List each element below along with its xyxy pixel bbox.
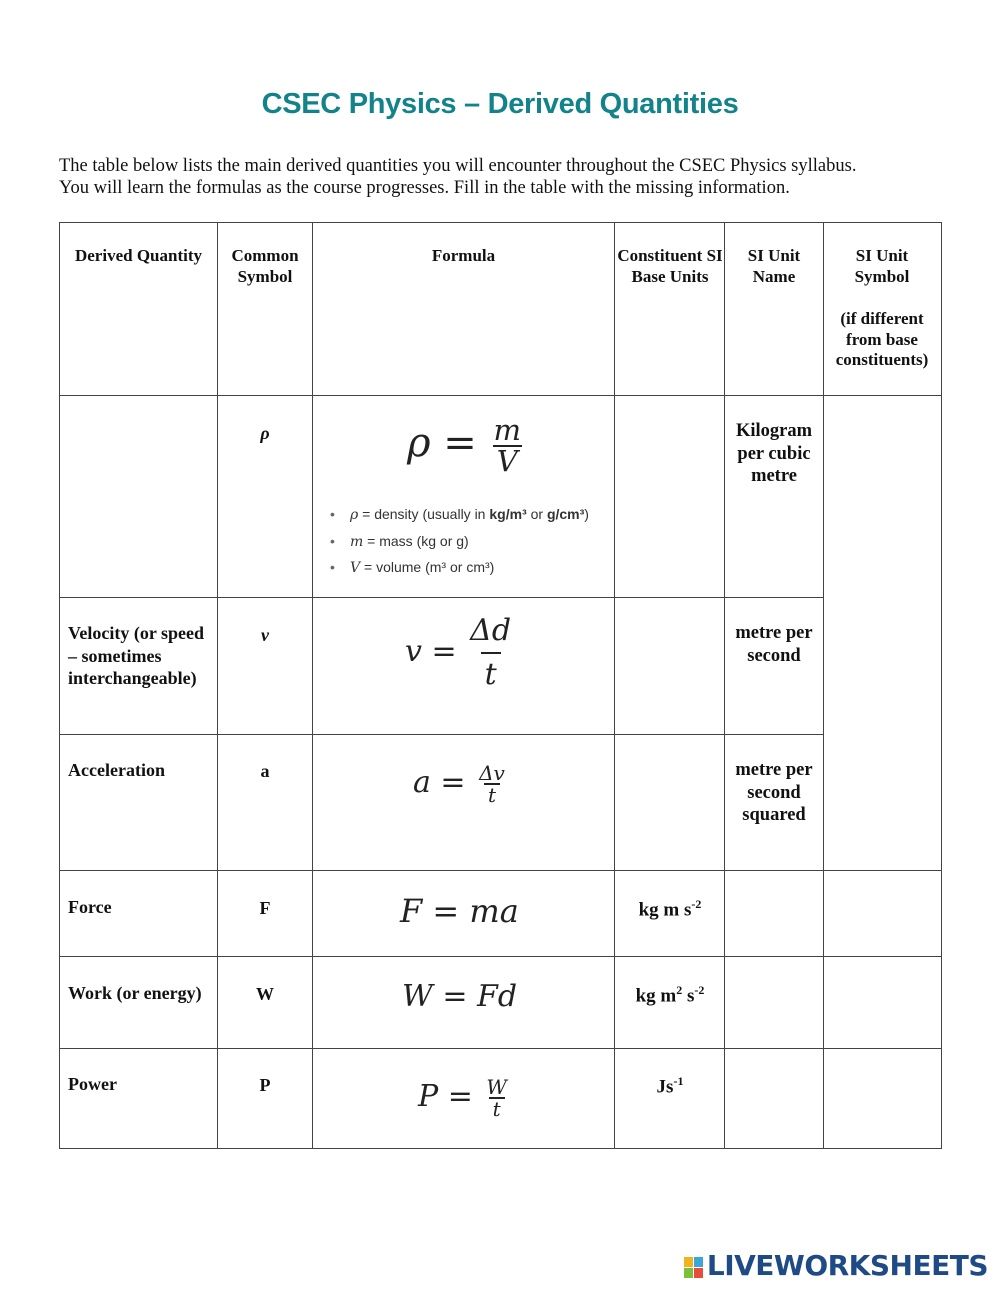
row-5-constituent-units <box>615 983 725 1007</box>
note-var: m <box>350 533 364 550</box>
intro-line-2: You will learn the formulas as the course progresses. Fill in the table with the missing information. <box>59 178 790 198</box>
density-notes-list <box>330 502 589 582</box>
row-5-quantity: Work (or energy) <box>68 983 202 1003</box>
formula-numerator: Δd <box>470 613 512 648</box>
note-text: ) <box>584 506 589 522</box>
formula-numerator: Δv <box>479 761 505 785</box>
table-border-top <box>59 222 942 223</box>
formula-numerator: W <box>486 1075 507 1099</box>
row-5-symbol: W <box>256 984 274 1004</box>
col-divider <box>724 222 725 1149</box>
formula-lhs: ρ = <box>407 420 477 466</box>
logo-text: LIVEWORKSHEETS <box>706 1249 988 1282</box>
row-3-quantity: Acceleration <box>68 760 165 780</box>
note-text: = volume (m³ or cm³) <box>360 559 495 575</box>
header-common-symbol: Common Symbol <box>231 246 299 286</box>
note-var: V <box>350 560 361 576</box>
row-1-unit-name: Kilogram per cubic metre <box>735 421 813 486</box>
note-text: = density (usually in <box>358 506 490 522</box>
row-2-quantity: Velocity (or speed – sometimes interchangeable) <box>68 623 204 688</box>
intro-line-1: The table below lists the main derived quantities you will encounter throughout the CSEC Physics syllabus. <box>59 156 857 176</box>
formula-numerator: m <box>493 413 521 447</box>
formula-denominator: t <box>489 1097 505 1119</box>
row-3-unit-name: metre per second squared <box>735 760 813 825</box>
header-si-unit-symbol <box>826 246 938 371</box>
row-6-quantity: Power <box>68 1074 117 1094</box>
formula-lhs: v = <box>405 634 457 669</box>
formula-lhs: P = <box>418 1079 473 1114</box>
row-4-symbol: F <box>259 898 271 918</box>
row-divider <box>59 597 824 598</box>
note-text: = mass (kg or g) <box>363 532 469 549</box>
formula-denominator: V <box>493 445 522 476</box>
note-mass <box>330 529 589 556</box>
unit-exponent: 2 <box>676 983 683 997</box>
row-1-symbol: ρ <box>260 423 270 443</box>
header-si-unit-symbol-label: SI Unit Symbol <box>854 246 910 286</box>
note-var: ρ <box>350 507 359 523</box>
col-divider <box>823 222 824 1149</box>
liveworksheets-logo <box>684 1249 988 1282</box>
unit-exponent: -1 <box>673 1074 684 1088</box>
col-divider <box>217 222 218 1149</box>
col-divider <box>614 222 615 1149</box>
unit-base: kg m s <box>638 899 692 921</box>
note-text: or <box>526 506 547 522</box>
row-6-symbol: P <box>259 1075 271 1095</box>
row-3-symbol: a <box>260 761 270 781</box>
col-divider <box>312 222 313 1149</box>
row-1-formula <box>407 413 525 478</box>
table-border-bottom <box>59 1148 942 1149</box>
header-si-unit-name: SI Unit Name <box>747 246 801 286</box>
note-unit-1: kg/m³ <box>489 506 527 522</box>
formula-lhs: a = <box>413 765 466 800</box>
row-4-formula: F = ma <box>400 892 519 930</box>
row-divider <box>59 734 824 735</box>
unit-base: Js <box>656 1076 674 1098</box>
unit-exponent: -2 <box>694 983 705 997</box>
row-6-constituent-units <box>615 1074 725 1098</box>
header-formula: Formula <box>431 246 496 265</box>
row-6-formula <box>418 1077 511 1119</box>
row-5-formula: W = Fd <box>402 979 518 1014</box>
page-title: CSEC Physics – Derived Quantities <box>261 88 739 120</box>
liveworksheets-logo-mark <box>684 1257 703 1278</box>
row-4-constituent-units <box>615 897 725 921</box>
row-3-formula <box>413 763 509 805</box>
intro-text <box>59 155 959 199</box>
formula-denominator: t <box>484 783 500 805</box>
formula-denominator: t <box>481 652 501 690</box>
header-si-unit-symbol-note: (if different from base constituents) <box>835 309 929 369</box>
note-density <box>330 502 589 529</box>
unit-base: s <box>682 985 695 1007</box>
row-divider <box>59 1048 942 1049</box>
table-border-right <box>941 222 942 1149</box>
row-2-symbol: v <box>261 625 269 645</box>
row-2-unit-name: metre per second <box>735 623 813 666</box>
col-divider <box>59 222 60 1149</box>
unit-exponent: -2 <box>691 897 702 911</box>
note-volume <box>330 555 589 582</box>
row-divider <box>59 956 942 957</box>
note-unit-2: g/cm³ <box>546 506 585 522</box>
row-divider <box>59 870 942 871</box>
header-derived-quantity: Derived Quantity <box>74 246 203 265</box>
row-2-formula <box>405 613 515 692</box>
header-constituent-units: Constituent SI Base Units <box>617 246 723 286</box>
unit-base: kg m <box>635 985 677 1007</box>
row-4-quantity: Force <box>68 897 112 917</box>
row-divider <box>59 395 942 396</box>
